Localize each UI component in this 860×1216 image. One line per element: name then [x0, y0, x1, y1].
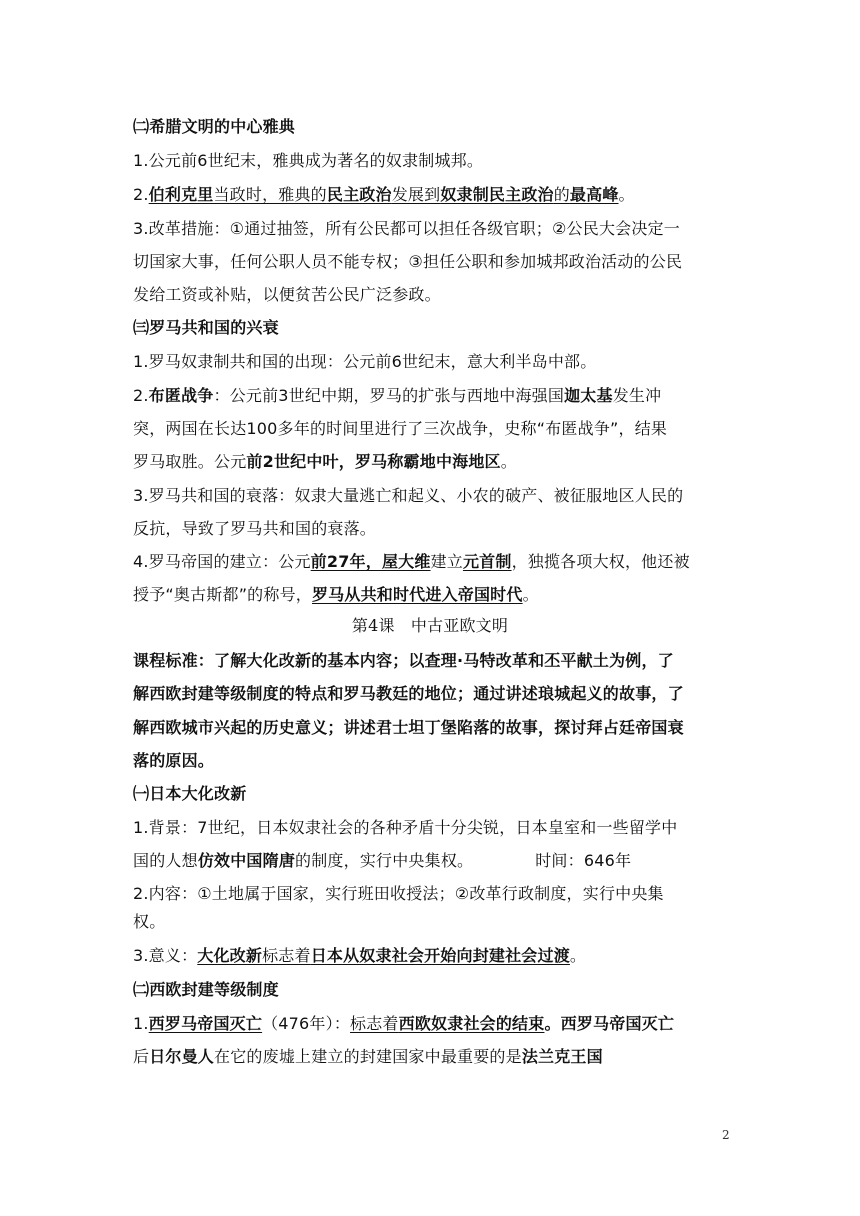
paragraph-rome-1: 1.罗马奴隶制共和国的出现：公元前6世纪末，意大利半岛中部。	[133, 352, 597, 371]
text-run: 2.	[133, 185, 149, 204]
text-run: （476年）：	[262, 1014, 351, 1033]
text-run: 。	[569, 946, 587, 965]
key-term: 伯利克里	[148, 185, 214, 204]
underlined-text: 标志着	[350, 1014, 399, 1033]
paragraph-taika-2-line-2: 权。	[133, 912, 166, 931]
underlined-text: 标志着	[262, 946, 311, 965]
date-note: 时间：646年	[535, 851, 632, 870]
key-term: 最高峰	[569, 185, 619, 204]
key-term: 前27年，屋大维	[310, 552, 431, 571]
text-run: 1.	[133, 1014, 149, 1033]
key-term: 法兰克王国	[521, 1047, 603, 1066]
text-run: 。	[500, 452, 517, 471]
text-run: 授予“奥古斯都”的称号，	[133, 585, 312, 604]
underlined-text: 当政时，雅典的	[213, 185, 327, 204]
curriculum-standard-line-4: 落的原因。	[133, 751, 215, 770]
paragraph-feudal-1-line-1	[133, 1014, 674, 1034]
key-term: 元首制	[462, 552, 512, 571]
text-run: ：公元前3世纪中期，罗马的扩张与西地中海强国	[213, 386, 565, 405]
section-heading-feudal: ㈡西欧封建等级制度	[133, 980, 279, 999]
paragraph-rome-2-line-1	[133, 386, 661, 406]
key-term: 迦太基	[564, 386, 613, 405]
text-run: 后	[133, 1047, 150, 1066]
paragraph-athens-3-line-3: 发给工资或补贴，以便贫苦公民广泛参政。	[133, 285, 441, 304]
lesson-title: 第4课 中古亚欧文明	[351, 616, 509, 635]
page-number: 2	[722, 1128, 730, 1142]
curriculum-standard-line-1: 课程标准：了解大化改新的基本内容；以查理·马特改革和丕平献土为例，了	[133, 651, 674, 670]
text-run: 发生冲	[612, 386, 662, 405]
paragraph-taika-2-line-1: 2.内容：①土地属于国家，实行班田收授法；②改革行政制度，实行中央集	[133, 884, 664, 903]
curriculum-standard-line-3: 解西欧城市兴起的历史意义；讲述君士坦丁堡陷落的故事，探讨拜占廷帝国衰	[133, 718, 684, 737]
section-heading-taika: ㈠日本大化改新	[133, 784, 247, 803]
underlined-text: 的	[553, 185, 570, 204]
text-run: 。	[522, 585, 539, 604]
key-term: 日本从奴隶社会开始向封建社会过渡	[310, 946, 570, 965]
key-term: 前2世纪中叶，罗马称霸地中海地区	[246, 452, 501, 471]
key-term: 西罗马帝国灭亡	[148, 1014, 263, 1033]
text-run: 2.	[133, 386, 149, 405]
paragraph-athens-2	[133, 185, 635, 205]
key-term: 仿效中国隋唐	[197, 851, 296, 870]
text-run: ，独揽各项大权，他还被	[511, 552, 690, 571]
paragraph-rome-2-line-2: 突，两国在长达100多年的时间里进行了三次战争，史称“布匿战争”，结果	[133, 419, 668, 438]
paragraph-rome-2-line-3	[133, 452, 517, 472]
paragraph-athens-3-line-1: 3.改革措施：①通过抽签，所有公民都可以担任各级官职；②公民大会决定一	[133, 219, 680, 238]
paragraph-feudal-1-line-2	[133, 1047, 603, 1067]
key-term: 日尔曼人	[149, 1047, 215, 1066]
paragraph-athens-1: 1.公元前6世纪末，雅典成为著名的奴隶制城邦。	[133, 151, 484, 170]
paragraph-rome-4-line-2	[133, 585, 539, 605]
paragraph-athens-3-line-2: 切国家大事，任何公职人员不能专权；③担任公职和参加城邦政治活动的公民	[133, 252, 683, 271]
key-term: 罗马从共和时代进入帝国时代	[311, 585, 523, 604]
key-term: 西欧奴隶社会的结束	[398, 1014, 545, 1033]
section-heading-rome: ㈢罗马共和国的兴衰	[133, 318, 279, 337]
text-run: 国的人想	[133, 851, 198, 870]
section-heading-athens: ㈡希腊文明的中心雅典	[133, 117, 296, 136]
paragraph-taika-1-line-2	[133, 851, 631, 871]
curriculum-standard-line-2: 解西欧封建等级制度的特点和罗马教廷的地位；通过讲述琅城起义的故事，了	[133, 684, 684, 703]
paragraph-taika-1-line-1: 1.背景：7世纪，日本奴隶社会的各种矛盾十分尖锐，日本皇室和一些留学中	[133, 818, 678, 837]
key-term: 奴隶制民主政治	[440, 185, 554, 204]
underlined-text: 发展到	[391, 185, 441, 204]
paragraph-taika-3	[133, 946, 586, 966]
text-run: 的制度，实行中央集权。	[295, 851, 474, 870]
text-run: 在它的废墟上建立的封建国家中最重要的是	[214, 1047, 522, 1066]
paragraph-rome-3-line-1: 3.罗马共和国的衰落：奴隶大量逃亡和起义、小农的破产、被征服地区人民的	[133, 486, 684, 505]
key-term: 布匿战争	[148, 386, 214, 405]
text-run: 3.意义：	[133, 946, 198, 965]
text-run: 。	[618, 185, 635, 204]
paragraph-rome-3-line-2: 反抗，导致了罗马共和国的衰落。	[133, 519, 377, 538]
text-run: 建立	[430, 552, 463, 571]
paragraph-rome-4-line-1	[133, 552, 690, 572]
text-run: 4.罗马帝国的建立：公元	[133, 552, 311, 571]
text-run: 罗马取胜。公元	[133, 452, 247, 471]
key-term: 民主政治	[326, 185, 392, 204]
key-term: 。西罗马帝国灭亡	[544, 1014, 675, 1033]
key-term: 大化改新	[197, 946, 263, 965]
